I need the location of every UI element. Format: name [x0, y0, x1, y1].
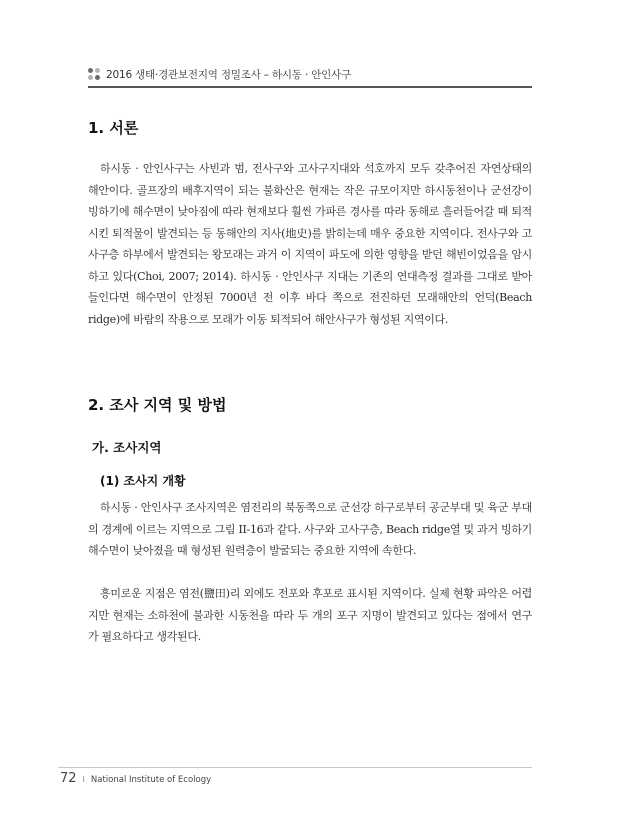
subsection-1-paragraph-1: 하시동 · 안인사구 조사지역은 염전리의 북동쪽으로 군선강 하구로부터 공군부대 및 육군 부대의 경계에 이르는 지역으로 그림 II-16과 같다. 사구와 고사구층, Beach ridge열 및 과거 빙하기 해수면이 낮아졌을 때 형성된 원력층이 발굴되는 중요한 지역에 속한다. [88, 501, 532, 557]
running-header [88, 62, 532, 86]
institution-name: National Institute of Ecology [90, 775, 212, 785]
page-number: 72 [60, 771, 77, 786]
subsection-1-paragraph-2: 흥미로운 지점은 염전(鹽田)리 외에도 전포와 후포로 표시된 지역이다. 실제 현황 파악은 어렵지만 현재는 소하천에 불과한 시동천을 따라 두 개의 포구 지명이 발견되고 있다는 점에서 연구가 필요하다고 생각된다. [88, 587, 532, 643]
subsection-a-title: 가. 조사지역 [92, 440, 162, 455]
header-title: 2016 생태·경관보전지역 정밀조사 – 하시동 · 안인사구 [106, 68, 351, 81]
footer-separator: I [82, 775, 85, 784]
bullet-dots-icon [88, 68, 100, 80]
section-1-paragraph: 하시동 · 안인사구는 사빈과 범, 전사구와 고사구지대와 석호까지 모두 갖추어진 자연상태의 해안이다. 골프장의 배후지역이 되는 불화산은 현재는 작은 규모이지만 하시동천이나 군선강이 빙하기에 해수면이 낮아짐에 따라 현재보다 훨씬 가파른 경사를 따라 동해로 흘러들어갈 때 퇴적시킨 퇴적물이 발견되는 등 동해안의 지사(地史)를 밝히는데 매우 중요한 지역이다. 전사구와 고사구층 하부에서 발견되는 왕모래는 과거 이 지역이 파도에 의한 영향을 받던 해빈이었음을 암시하고 있다(Choi, 2007; 2014). 하시동 · 안인사구 지대는 기존의 연대측정 결과를 그대로 받아들인다면 해수면이 안정된 7000년 전 이후 바다 쪽으로 전진하던 모래해안의 언덕(Beach ridge)에 바람의 작용으로 모래가 이동 퇴적되어 해안사구가 형성된 지역이다. [88, 162, 532, 326]
page-footer [60, 771, 211, 786]
subsection-1-title: (1) 조사지 개황 [100, 474, 186, 488]
footer-divider [58, 767, 532, 768]
section-2-title: 2. 조사 지역 및 방법 [88, 396, 227, 414]
section-1-title: 1. 서론 [88, 119, 139, 137]
header-divider [88, 86, 532, 88]
